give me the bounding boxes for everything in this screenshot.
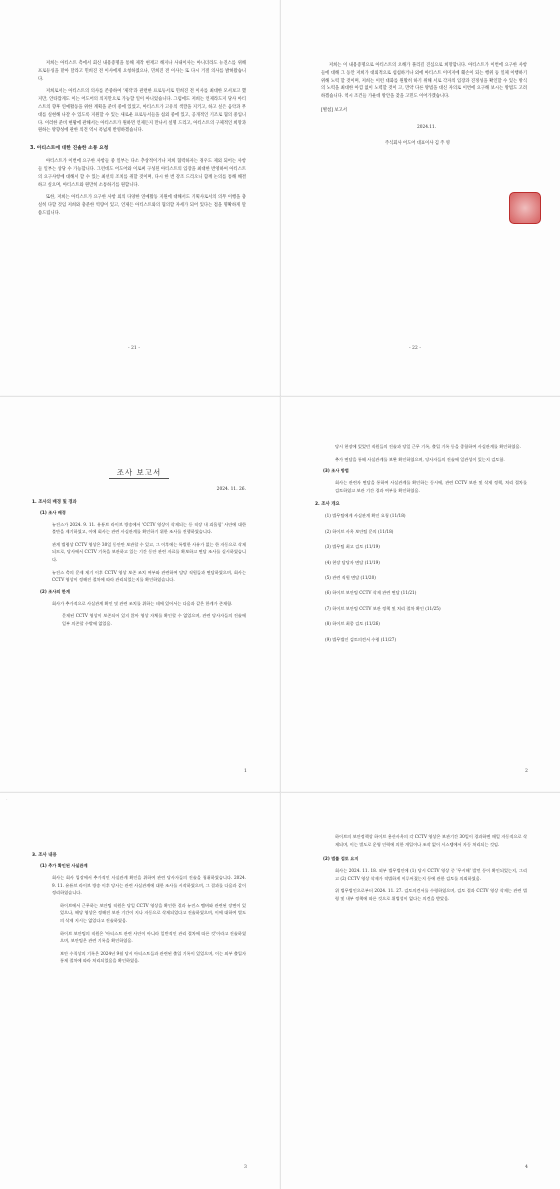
bullet-item: 하이브의 보안정책상 하이브 용산사옥의 각 CCTV 영상은 보관기간 30일이 경과하면 매일 자동적으로 삭제되며, 이는 별도로 운영 인력에 의한 개입이나 조작 없이 시스템에서 자동 처리되는 것임. — [335, 834, 527, 847]
list-item: (3) 법무팀 최고 검토 (11/19) — [325, 544, 380, 550]
bullet-item: 보안 수칙상의 기록은 2024년 9월 당시 아티스트들과 관련된 출입 기록이 있었으며, 이는 외부 출입자 통제 절차에 따라 처리되었음을 확인하였음. — [60, 950, 246, 964]
paragraph: 저희는 이 내용증명으로 아티스트의 오해가 풀리길 진심으로 희망합니다. 아티스트가 이번에 요구한 사항들에 대해 그 동안 저희가 대외적으로 섭섭하거나 외에 아티스트 이미지에 훼손이 되는 행위 등 일체 이행하기 위해 노력 할 것이며, 저희는 이런 대화를 원활히 하기 위해 서로 각자의 입장과 진정성을 확인할 수 있는 방식의 노력을 최대한 아낌 없이 노력할 것이 고, 만약 다른 방법을 대신 자의로 이번에 요구해 보시는 방법도 고려하겠습니다. 역시 조건들 가운데 방안을 찾을 고민도 이어가겠습니다. — [321, 63, 527, 100]
bullet-item: 뉴진스 측의 문제 제기 이후 CCTV 영상 보존 조치 여부와 관련하여 담당 직원들과 면담하였으며, 회사는 CCTV 영상이 정해진 절차에 따라 관리되었는지를 확인하였습니다. — [52, 569, 246, 583]
list-item: (1) 법무팀에게 사실관계 확인 요청 (11/18) — [325, 513, 406, 519]
list-item: (8) 하이브 최종 검토 (11/26) — [325, 621, 380, 627]
page-number: 1 — [244, 769, 247, 774]
page-body — [32, 845, 246, 970]
company-seal-stamp — [509, 192, 541, 224]
list-item: (9) 법무법인 검토의견서 수령 (11/27) — [325, 636, 397, 642]
report-page-3 — [0, 792, 280, 1189]
section-heading: 1. 조사의 배경 및 경과 — [32, 499, 77, 505]
page-body — [315, 443, 527, 651]
page-number: - 22 - — [409, 346, 421, 351]
bullet-item: 문제된 CCTV 영상이 보존되어 있지 않아 영상 자체를 확인할 수 없었으며, 관련 당사자들의 진술에 일부 의존할 수밖에 없었음. — [62, 613, 246, 626]
report-page-4 — [280, 792, 560, 1189]
page-body — [32, 467, 246, 633]
paragraph: 또한, 저희는 아티스트가 요구한 사항 외의 다양한 연예활동 지원에 대해서도 기획사로서의 의무 이행을 충실히 다할 것임 저희와 충분한 역량이 있고, 언제든 아티스트와의 협의할 자세가 되어 있다는 점을 명확하게 말씀드립니다. — [38, 195, 246, 216]
list-item: (2) 하이브 사옥 보안팀 문의 (11/18) — [325, 528, 394, 534]
bullet-item: 당시 현장에 있었던 직원들의 진술과 당일 근무 기록, 출입 기록 등을 종합하여 사실관계를 확인하였음. — [335, 444, 521, 449]
paragraph: 저희는 아티스트 측에서 회신 내용증명을 통해 제작 현재고 해지나 사내이사는 아니더라도 뉴진스를 위해 프로듀싱을 맡아 달라고 민희진 전 이사에게 요청하였으나, 민희진 전 이사는 또 다시 거절 의사를 밝혀왔습니다. — [38, 61, 246, 82]
bullet-item: 회사는 회사 입장에서 추가적인 사실관계 확인을 위하여 관련 당사자들의 진술을 청취하였습니다. 2024. 9. 11. 유튜브 라이브 방송 이후 당사는 관련 사실관계에 대한 조사를 시작하였으며, 그 결과를 다음과 같이 정리하였습니다. — [52, 875, 246, 896]
paragraph: 아티스트가 이번에 요구한 사항들 중 일부는 다소 추상적이거나 저희 협력하자는 경우도 제외 되어는 사항들 일부는 상당 수 가능합니다. 그런데도 어도어와 이로써 구성된 아티스트의 입장을 최대한 반영하여 아티스트의 요구사항에 대해서 할 수 있는 최선의 조치를 취할 것이며, 다시 한 번 강조 드리오니 함께 논의를 통해 해결하고 싶으며, 아티스트와 원만히 소통하기를 원합니다. — [38, 159, 246, 188]
bullet-item: 관계 법령상 CCTV 영상은 30일 동안만 보관할 수 있고, 그 이후에는 특별한 사유가 없는 한 자동으로 삭제되므로, 당사에서 CCTV 기록을 보관하고 있는 기간 동안 관련 자료를 확보하고 면담 조사를 실시하였습니다. — [52, 541, 246, 562]
bullet-item: 추가 면담을 통해 사실관계를 보완 확인하였으며, 당사자들의 진술에 일관성이 있는지 검토함. — [335, 456, 505, 462]
page-body — [30, 60, 246, 223]
report-page-2 — [280, 396, 560, 793]
page-number: 4 — [525, 1165, 528, 1170]
subsection-heading: (3) 조사 방법 — [323, 468, 349, 474]
page-number: 3 — [244, 1165, 247, 1170]
attachment-label: [별첨] 보고서 — [321, 107, 348, 113]
scan-mark: · — [6, 797, 8, 803]
section-heading: 3. 조사 내용 — [32, 853, 57, 858]
page-body — [321, 62, 527, 146]
list-item: (6) 하이브 보안팀 CCTV 삭제 관련 면담 (11/21) — [325, 590, 417, 596]
report-date: 2024. 11. 26. — [216, 486, 246, 492]
company-signatory: 주식회사 어도어 대표이사 김 주 영 — [385, 140, 450, 146]
paragraph: 저희로서는 아티스트의 의사를 존중하여 '제작'과 관련한 프로듀서로 민희진 전 이사를 최대한 모셔보고 했지만, 안타깝게도 이는 어도어의 의지만으로 가능할 일이 아니었습니다. 그럼에도 저희는 언제라도지 당사 아티스트의 향후 연예활동을 위한 계획을 준비 중에 있었고, 아티스트가 고유의 색깔을 지키고, 하고 싶은 음악과 무대를 실현해 나갈 수 있도록 지원할 수 있는 새로운 프로듀서들을 섭외 중에 있고, 공개적인 기조로 협의 중입니다. 이러한 준비 현황에 관해서는 아티스트가 원하면 언제든지 만나서 설명 드리고, 아티스트의 구체적인 희망과 원하는 방향성에 관한 의견 역시 폭넓게 반영하겠습니다. — [38, 89, 246, 134]
page-number: 2 — [525, 769, 528, 774]
subsection-heading: (1) 추가 확인된 사실관계 — [40, 863, 88, 868]
bullet-item: 회사는 2024. 11. 18. 외부 법무법인에 (1) 당시 CCTV 영상 중 '무시해' 발언 등이 확인되었는지, 그리고 (2) CCTV 영상 삭제가 적법하게 이루어졌는지 등에 관한 검토를 의뢰하였음. — [335, 868, 527, 881]
bullet-item: 회사가 추가적으로 사실관계 확인 및 관련 조치를 위하는 데에 있어서는 다음과 같은 한계가 존재함. — [52, 600, 233, 606]
bullet-item: 회사는 관련자 면담을 통하여 사실관계를 확인하는 동시에, 관련 CCTV 보관 및 삭제 정책, 처리 절차를 검토하였고 보관 기간 경과 여부를 확인하였음. — [335, 480, 527, 493]
list-item: (5) 관련 직원 면담 (11/20) — [325, 575, 376, 580]
section-heading: 2. 조사 개요 — [315, 502, 340, 508]
document-page-22 — [280, 0, 560, 396]
page-number: - 21 - — [128, 346, 140, 351]
bullet-item: 하이브 보안팀의 직원은 '아티스트 관련 사안이 아니라 일반적인 관리 절차에 따른 것'이라고 진술하였으며, 보안팀은 관련 기록을 확인하였음. — [60, 930, 246, 944]
report-title: 조사 보고서 — [116, 468, 162, 477]
bullet-item: 뉴진스가 2024. 9. 11. 유튜브 라이브 방송에서 'CCTV 영상이 삭제되는 등 직장 내 괴롭힘' 사안에 대한 불만을 제기하였고, 이에 회사는 관련 사실관계를 확인하기 위한 조사를 진행하였습니다. — [52, 521, 246, 535]
list-item: (7) 하이브 보안팀 CCTV 보관 정책 및 처리 절차 확인 (11/25) — [325, 605, 441, 611]
report-page-1 — [0, 396, 280, 793]
signature-date: 2024.11. — [417, 124, 437, 130]
section-heading: 3. 아티스트에 대한 진솔한 소통 요청 — [30, 146, 109, 152]
subsection-heading: (1) 조사 배경 — [40, 509, 66, 515]
bullet-item: 위 법무법인으로부터 2024. 11. 27. 검토의견서를 수령하였으며, 검토 결과 CCTV 영상 삭제는 관련 법령 및 내부 정책에 따른 것으로 위법성이 없다는 의견을 받았음. — [335, 888, 527, 901]
list-item: (4) 현장 담당자 면담 (11/19) — [325, 559, 380, 565]
title-underline — [109, 478, 169, 479]
subsection-heading: (2) 조사의 한계 — [40, 588, 70, 594]
bullet-item: 하이브에서 근무하는 보안팀 직원은 당일 CCTV 영상을 확인한 결과 뉴진스 멤버와 관련된 장면이 있었으나, 해당 영상은 정해진 보관 기간이 지나 자동으로 삭제되었다고 진술하였으며, 이에 대하여 별도의 삭제 지시는 없었다고 진술하였음. — [60, 902, 246, 923]
page-body — [315, 833, 527, 908]
subsection-heading: (2) 법률 검토 요지 — [323, 856, 359, 862]
document-page-21 — [0, 0, 280, 396]
